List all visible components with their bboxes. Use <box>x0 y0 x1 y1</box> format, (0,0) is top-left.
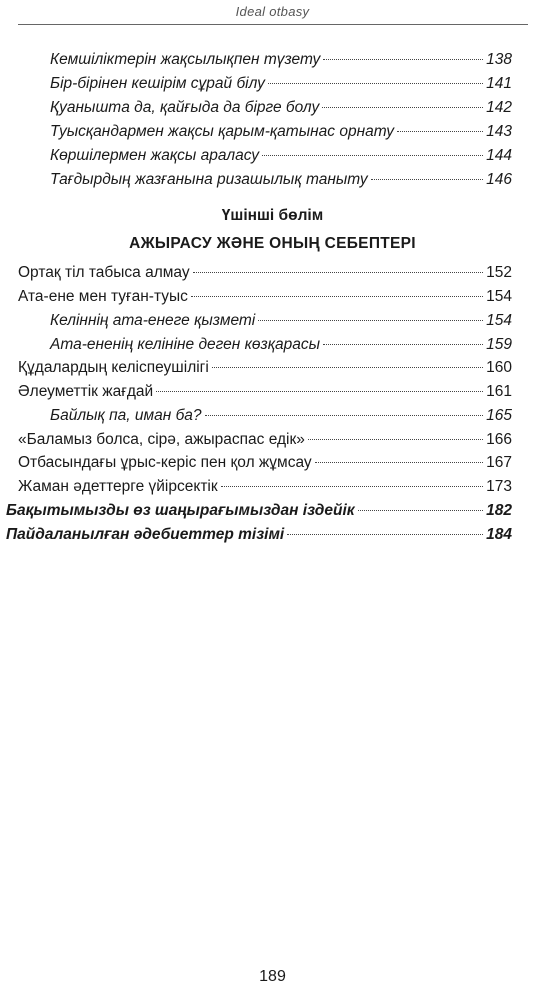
toc-entry[interactable] <box>50 145 512 167</box>
dot-leader <box>258 320 483 321</box>
toc-entry[interactable] <box>50 73 512 95</box>
toc-entry[interactable] <box>18 429 512 451</box>
toc-entry-title: Бақытымызды өз шаңырағымыздан іздейік <box>6 502 355 519</box>
toc-entry-page: 184 <box>486 526 512 543</box>
toc-entry-page: 154 <box>486 288 512 305</box>
toc-entry[interactable] <box>50 97 512 119</box>
toc-entry-page: 141 <box>486 75 512 92</box>
toc-entry-title: Бір-бірінен кешірім сұрай білу <box>50 75 265 92</box>
toc-entry-page: 146 <box>486 171 512 188</box>
toc-entry-title: Қуаныштa да, қайғыда да бірге болу <box>50 99 320 116</box>
toc-entry-title: Құдалардың келіспеушілігі <box>18 359 209 376</box>
toc-entry-title: Ата-ененің келініне деген көзқарасы <box>50 336 321 353</box>
running-title: Ideal otbasy <box>235 4 310 19</box>
dot-leader <box>205 415 484 416</box>
toc-entry-title: Пайдаланылған әдебиеттер тізімі <box>6 526 285 543</box>
dot-leader <box>268 83 483 84</box>
toc-entry-page: 160 <box>486 359 512 376</box>
toc-entry-title: Келіннің ата-енеге қызметі <box>50 312 256 329</box>
toc-entry-page: 166 <box>486 431 512 448</box>
toc-entry-page: 152 <box>486 264 512 281</box>
toc-entry-page: 165 <box>486 407 512 424</box>
toc-entry-page: 154 <box>486 312 512 329</box>
toc-subentry[interactable] <box>50 405 512 427</box>
toc-entry-page: 161 <box>486 383 512 400</box>
dot-leader <box>262 155 483 156</box>
toc-entry-page: 173 <box>486 478 512 495</box>
dot-leader <box>191 296 483 297</box>
page-number: 189 <box>259 968 286 985</box>
toc-entry-page: 142 <box>486 99 512 116</box>
toc-entry[interactable] <box>18 262 512 284</box>
toc-entry[interactable] <box>6 500 512 522</box>
toc-entry-title: «Баламыз болса, сірә, ажыраспас едік» <box>18 431 305 448</box>
toc-entry[interactable] <box>18 452 512 474</box>
header-rule <box>18 24 528 25</box>
dot-leader <box>308 439 483 440</box>
dot-leader <box>315 462 483 463</box>
dot-leader <box>193 272 484 273</box>
toc-entry[interactable] <box>6 524 512 546</box>
toc-entry-title: Көршілермен жақсы араласу <box>50 147 260 164</box>
toc-entry-page: 182 <box>486 502 512 519</box>
toc-entry-page: 167 <box>486 454 512 471</box>
toc-entry-title: Байлық па, иман ба? <box>50 407 202 424</box>
dot-leader <box>371 179 484 180</box>
toc-entry-page: 144 <box>486 147 512 164</box>
toc-entry-title: Тағдырдың жазғанына ризашылық таныту <box>50 171 368 188</box>
toc-entry[interactable] <box>50 169 512 191</box>
dot-leader <box>358 510 483 511</box>
toc-entry-title: Ата-ене мен туған-туыс <box>18 288 188 305</box>
toc-entry-title: Кемшіліктерін жақсылықпен түзету <box>50 51 321 68</box>
toc-entry-title: Жаман әдеттерге үйірсектік <box>18 478 218 495</box>
toc-entry-page: 138 <box>486 51 512 68</box>
dot-leader <box>212 367 483 368</box>
toc-entry-title: Ортақ тіл табыса алмау <box>18 264 190 281</box>
toc-entry-title: Отбасындағы ұрыс-керіс пен қол жұмсау <box>18 454 312 471</box>
dot-leader <box>156 391 483 392</box>
toc-entry[interactable] <box>18 286 512 308</box>
toc-entry-page: 159 <box>486 336 512 353</box>
dot-leader <box>287 534 483 535</box>
toc-subentry[interactable] <box>50 310 512 332</box>
toc-entry[interactable] <box>50 49 512 71</box>
toc-entry[interactable] <box>18 476 512 498</box>
toc-entry[interactable] <box>50 121 512 143</box>
toc-entry-title: Туысқандармен жақсы қарым-қатынас орнату <box>50 123 395 140</box>
dot-leader <box>323 344 483 345</box>
section-title: АЖЫРАСУ ЖӘНЕ ОНЫҢ СЕБЕПТЕРІ <box>129 235 416 252</box>
toc-entry[interactable] <box>18 357 512 379</box>
dot-leader <box>323 59 483 60</box>
section-label: Үшінші бөлім <box>221 207 324 224</box>
dot-leader <box>221 486 483 487</box>
toc-subentry[interactable] <box>50 334 512 356</box>
dot-leader <box>397 131 483 132</box>
toc-entry-title: Әлеуметтік жағдай <box>18 383 154 400</box>
toc-entry[interactable] <box>18 381 512 403</box>
dot-leader <box>322 107 483 108</box>
toc-entry-page: 143 <box>486 123 512 140</box>
